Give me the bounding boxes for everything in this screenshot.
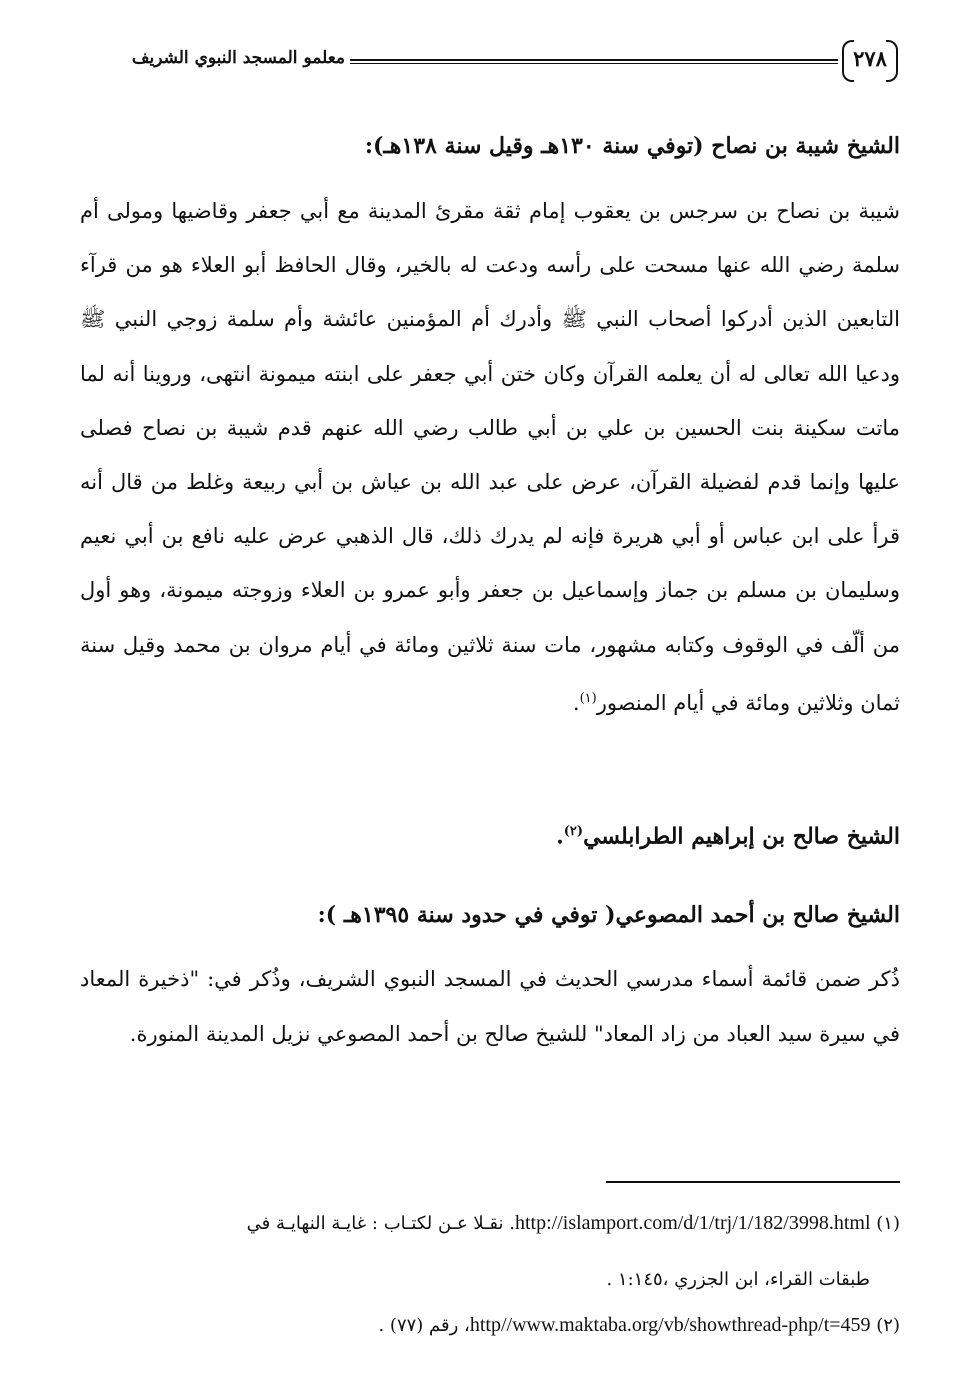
section-paragraph: ذُكر ضمن قائمة أسماء مدرسي الحديث في المسجد النبوي الشريف، وذُكر في: "ذخيرة المعاد في سيرة سيد العباد من زاد المعاد" للشيخ صالح بن أحمد المصوعي نزيل المدينة المنورة. bbox=[80, 967, 900, 1046]
sentence-end: . bbox=[572, 690, 580, 715]
section-paragraph bbox=[80, 184, 900, 730]
footnote-marker: (١) bbox=[579, 690, 597, 706]
header-rule-thin bbox=[350, 63, 838, 64]
bracket-left bbox=[842, 40, 854, 82]
footnote-2 bbox=[80, 1310, 900, 1341]
sentence-end: . bbox=[556, 823, 564, 850]
footnote-url[interactable]: http//www.maktaba.org/vb/showthread-php/t=459 bbox=[469, 1314, 871, 1336]
footnote-1 bbox=[80, 1208, 900, 1239]
heading-text: الشيخ صالح بن إبراهيم الطرابلسي bbox=[583, 823, 900, 850]
footnote-1-continuation: طبقات القراء، ابن الجزري ،١:١٤٥ . bbox=[606, 1269, 870, 1290]
footnote-url[interactable]: http://islamport.com/d/1/trj/1/182/3998.html bbox=[514, 1212, 871, 1234]
paragraph-text: شيبة بن نصاح بن سرجس بن يعقوب إمام ثقة مقرئ المدينة مع أبي جعفر وقاضيها ومولى أم سلمة رضي الله عنها مسحت على رأسه ودعت له بالخير، وقال الحافظ أبو العلاء هو من قرآء التابعين الذين أدركوا أصحاب النبي ﷺ وأدرك أم المؤمنين عائشة وأم سلمة زوجي النبي ﷺ ودعيا الله تعالى له أن يعلمه القرآن وكان ختن أبي جعفر على ابنته ميمونة انتهى، وروينا أنه لما ماتت سكينة بنت الحسين بن علي بن أبي طالب رضي الله عنهم قدم شيبة بن نصاح فصلى عليها وإنما قدم لفضيلة القرآن، عرض على عبد الله بن عياش بن أبي ربيعة وغلط من قال أنه قرأ على ابن عباس أو أبي هريرة فإنه لم يدرك ذلك، قال الذهبي عرض عليه نافع بن أبي نعيم وسليمان بن مسلم بن جماز وإسماعيل بن جعفر وأبو عمرو بن العلاء وزوجته ميمونة، وهو أول من ألّف في الوقوف وكتابه مشهور، مات سنة ثلاثين ومائة في أيام مروان بن محمد وقيل سنة ثمان وثلاثين ومائة في أيام المنصور bbox=[80, 199, 900, 715]
running-title: معلمو المسجد النبوي الشريف bbox=[131, 48, 345, 68]
page-number-box bbox=[840, 38, 900, 80]
footnote-text: . نقـلا عـن لكتـاب : غايـة النهايـة في bbox=[246, 1213, 515, 1234]
section-heading bbox=[80, 812, 900, 856]
footnote-separator bbox=[606, 1181, 900, 1183]
bracket-right bbox=[886, 40, 898, 82]
header-rule bbox=[350, 59, 838, 61]
section-heading: الشيخ شيبة بن نصاح (توفي سنة ١٣٠هـ وقيل سنة ١٣٨هـ): bbox=[364, 133, 900, 159]
page-number: ٢٧٨ bbox=[853, 46, 887, 71]
running-header bbox=[60, 38, 900, 82]
footnote-number: (١) bbox=[876, 1213, 900, 1234]
footnote-text: ، رقم (٧٧) . bbox=[378, 1315, 470, 1336]
footnote-marker: (٢) bbox=[563, 824, 584, 839]
footnote-number: (٢) bbox=[876, 1315, 900, 1336]
section-heading: الشيخ صالح بن أحمد المصوعي( توفي في حدود سنة ١٣٩٥هـ ): bbox=[317, 902, 900, 928]
